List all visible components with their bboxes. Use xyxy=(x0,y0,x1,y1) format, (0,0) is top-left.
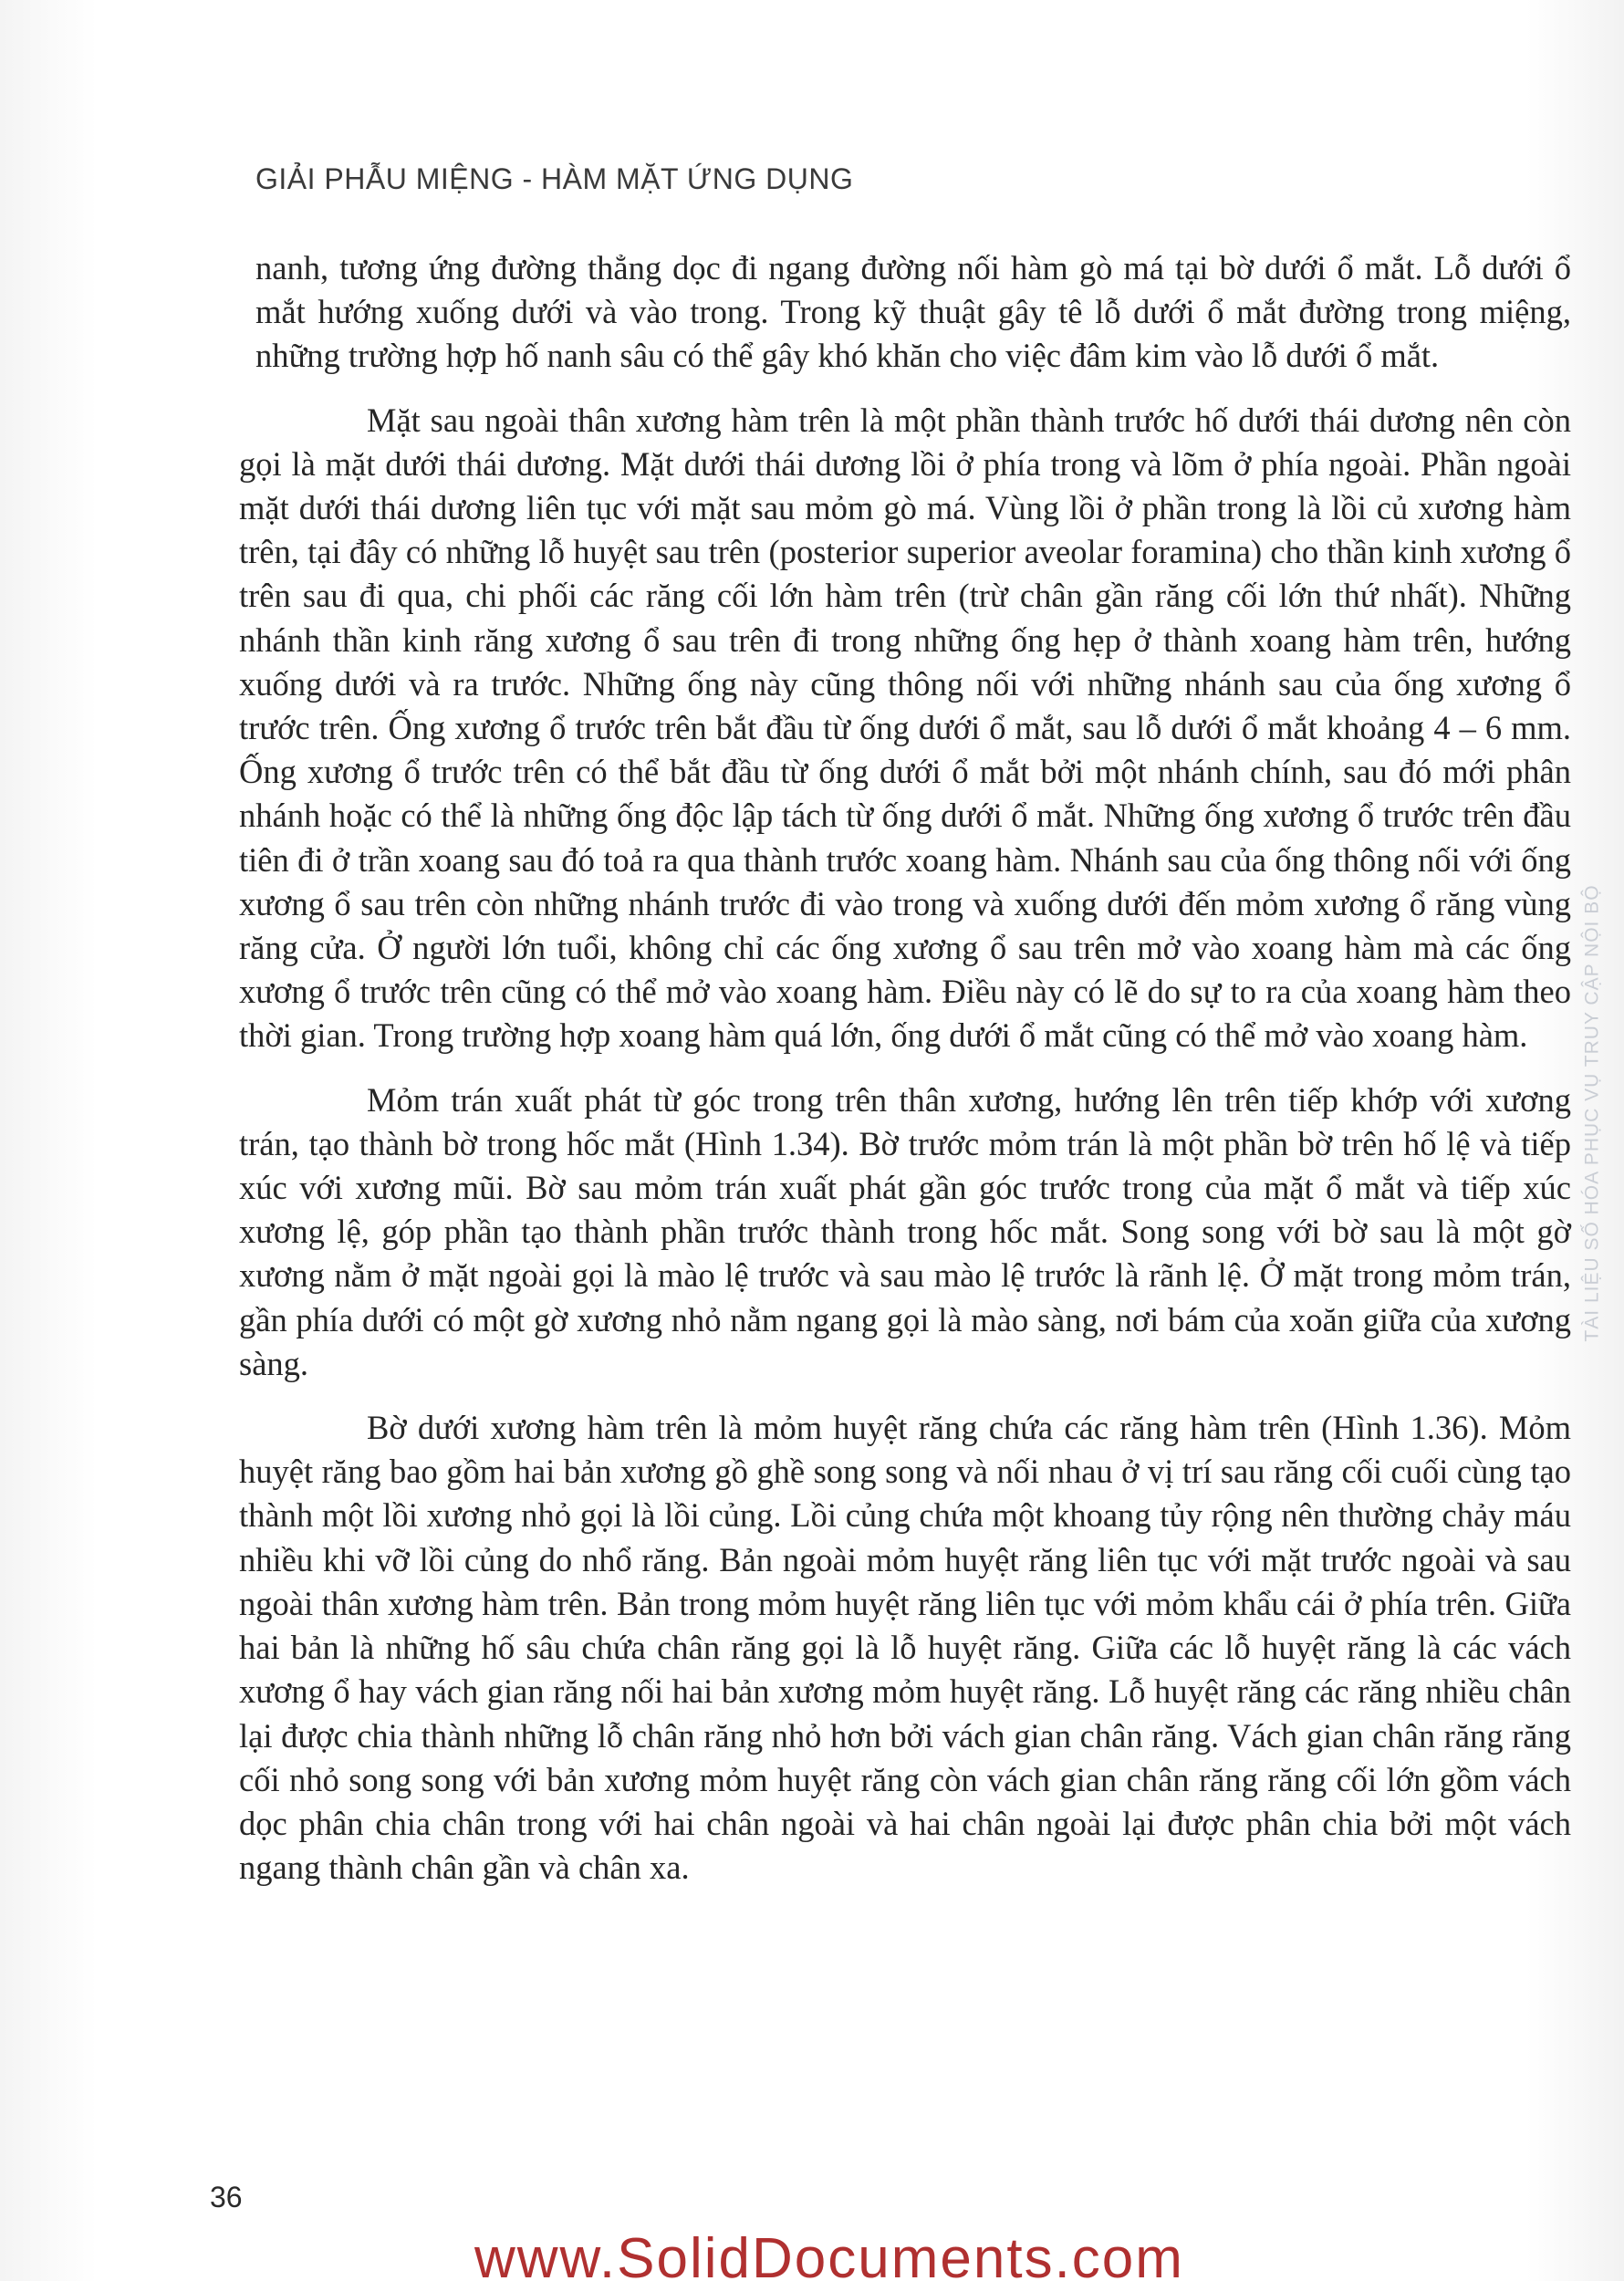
body-text xyxy=(239,246,1571,1910)
page-number: 36 xyxy=(210,2181,243,2213)
footer-url: www.SolidDocuments.com xyxy=(474,2227,1184,2281)
paragraph-continuation: nanh, tương ứng đường thẳng dọc đi ngang đường nối hàm gò má tại bờ dưới ổ mắt. Lỗ dưới ổ mắt hướng xuống dưới và vào trong. Trong kỹ thuật gây tê lỗ dưới ổ mắt đường trong miệng, những trường hợp hố nanh sâu có thể gây khó khăn cho việc đâm kim vào lỗ dưới ổ mắt. xyxy=(255,249,1571,375)
watermark-text: TÀI LIỆU SỐ HÓA PHỤC VỤ TRUY CẬP NỘI BỘ xyxy=(1582,884,1603,1342)
paragraph-frontal-process: Mỏm trán xuất phát từ góc trong trên thân xương, hướng lên trên tiếp khớp với xương trán, tạo thành bờ trong hốc mắt (Hình 1.34). Bờ trước mỏm trán là một phần bờ trên hố lệ và tiếp xúc với xương mũi. Bờ sau mỏm trán xuất phát gần góc trước trong của mặt ổ mắt và tiếp xúc xương lệ, góp phần tạo thành phần trước thành trong hốc mắt. Song song với bờ sau là một gờ xương nằm ở mặt ngoài gọi là mào lệ trước và sau mào lệ trước là rãnh lệ. Ở mặt trong mỏm trán, gần phía dưới có một gờ xương nhỏ nằm ngang gọi là mào sàng, nơi bám của xoăn giữa của xương sàng. xyxy=(239,1080,1571,1382)
side-watermark xyxy=(1571,785,1615,1442)
paragraph-alveolar-process: Bờ dưới xương hàm trên là mỏm huyệt răng chứa các răng hàm trên (Hình 1.36). Mỏm huyệt răng bao gồm hai bản xương gồ ghề song song và nối nhau ở vị trí sau răng cối cuối cùng tạo thành một lồi xương nhỏ gọi là lồi củng. Lồi củng chứa một khoang tủy rộng nên thường chảy máu nhiều khi vỡ lồi củng do nhổ răng. Bản ngoài mỏm huyệt răng liên tục với mặt trước ngoài và sau ngoài thân xương hàm trên. Bản trong mỏm huyệt răng liên tục với mỏm khẩu cái ở phía trên. Giữa hai bản là những hố sâu chứa chân răng gọi là lỗ huyệt răng. Giữa các lỗ huyệt răng là các vách xương ổ hay vách gian răng nối hai bản xương mỏm huyệt răng. Lỗ huyệt răng các răng nhiều chân lại được chia thành những lỗ chân răng nhỏ hơn bởi vách gian chân răng. Vách gian chân răng răng cối nhỏ song song với bản xương mỏm huyệt răng còn vách gian chân răng răng cối lớn gồm vách dọc phân chia chân trong với hai chân ngoài và hai chân ngoài lại được phân chia bởi một vách ngang thành chân gần và chân xa. xyxy=(239,1409,1571,1887)
paragraph-posterior-surface: Mặt sau ngoài thân xương hàm trên là một phần thành trước hố dưới thái dương nên còn gọi là mặt dưới thái dương. Mặt dưới thái dương lồi ở phía trong và lõm ở phía ngoài. Phần ngoài mặt dưới thái dương liên tục với mặt sau mỏm gò má. Vùng lồi ở phần trong là lồi củ xương hàm trên, tại đây có những lỗ huyệt sau trên (posterior superior aveolar foramina) cho thần kinh xương ổ trên sau đi qua, chi phối các răng cối lớn hàm trên (trừ chân gần răng cối lớn thứ nhất). Những nhánh thần kinh răng xương ổ sau trên đi trong những ống hẹp ở thành xoang hàm trên, hướng xuống dưới và ra trước. Những ống này cũng thông nối với những nhánh sau của ống xương ổ trước trên. Ống xương ổ trước trên bắt đầu từ ống dưới ổ mắt, sau lỗ dưới ổ mắt khoảng 4 – 6 mm. Ống xương ổ trước trên có thể bắt đầu từ ống dưới ổ mắt bởi một nhánh chính, sau đó mới phân nhánh hoặc có thể là những ống độc lập tách từ ống dưới ổ mắt. Những ống xương ổ trước trên đầu tiên đi ở trần xoang sau đó toả ra qua thành trước xoang hàm. Nhánh sau của ống thông nối với ống xương ổ sau trên còn những nhánh trước đi vào trong và xuống dưới đến mỏm xương ổ răng vùng răng cửa. Ở người lớn tuổi, không chỉ các ống xương ổ sau trên mở vào xoang hàm mà các ống xương ổ trước trên cũng có thể mở vào xoang hàm. Điều này có lẽ do sự to ra của xoang hàm theo thời gian. Trong trường hợp xoang hàm quá lớn, ống dưới ổ mắt cũng có thể mở vào xoang hàm. xyxy=(239,401,1571,1055)
running-header: GIẢI PHẪU MIỆNG - HÀM MẶT ỨNG DỤNG xyxy=(255,162,854,195)
